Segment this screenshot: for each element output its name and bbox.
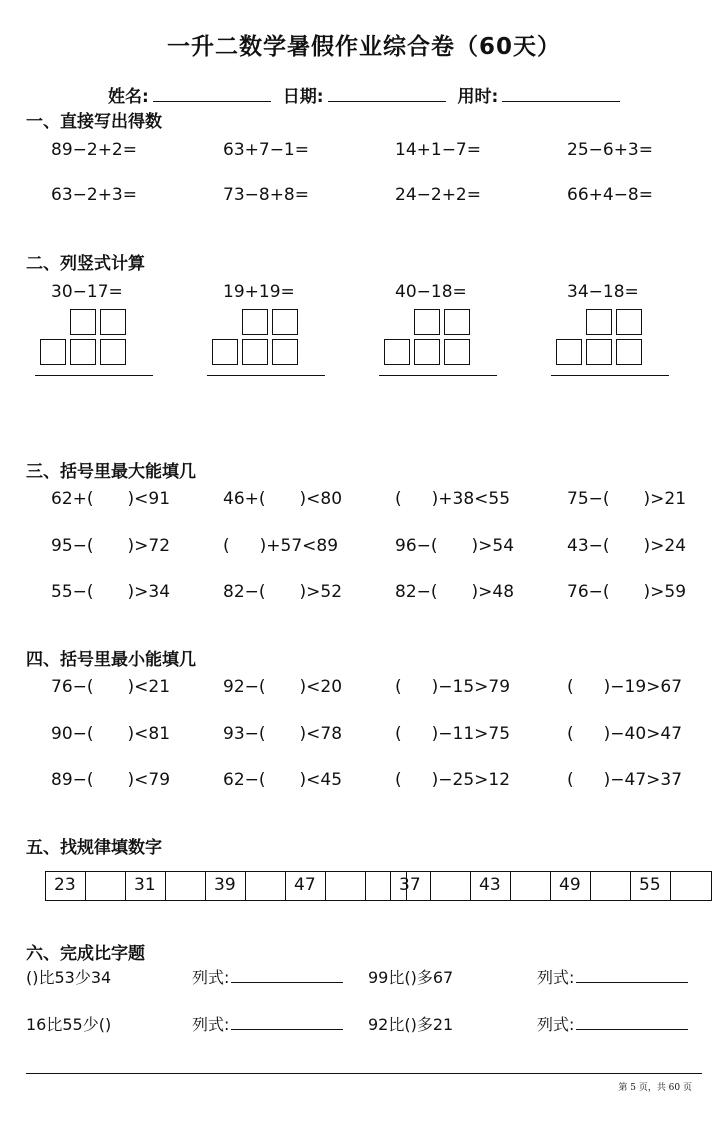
answer-box[interactable]	[40, 339, 66, 365]
sequence-2	[390, 871, 712, 901]
sequence-blank[interactable]	[591, 872, 631, 900]
problem-left: (	[567, 677, 574, 697]
problem-left: (	[395, 677, 402, 697]
fill-in-problem	[223, 724, 342, 744]
problem-left: (	[567, 770, 574, 790]
answer-box[interactable]	[242, 339, 268, 365]
arithmetic-problem: 24−2+2=	[395, 185, 481, 205]
answer-box[interactable]	[444, 339, 470, 365]
problem-left: 16比55少(	[26, 1015, 105, 1034]
problem-right: )>52	[299, 582, 343, 602]
problem-right: )<91	[127, 489, 171, 509]
sequence-1	[45, 871, 407, 901]
problem-left: 99比(	[368, 968, 411, 987]
problem-right: )<21	[127, 677, 171, 697]
problem-right: )>54	[471, 536, 515, 556]
problem-left: 76−(	[567, 582, 610, 602]
formula-blank[interactable]	[576, 968, 688, 983]
answer-box[interactable]	[586, 339, 612, 365]
time-label: 用时:	[457, 87, 499, 107]
problem-left: (	[395, 489, 402, 509]
problem-left: 89−(	[51, 770, 94, 790]
fill-in-problem	[395, 724, 510, 744]
formula-label: 列式:	[537, 1015, 575, 1034]
sequence-blank[interactable]	[431, 872, 471, 900]
problem-left: 43−(	[567, 536, 610, 556]
sequence-blank[interactable]	[511, 872, 551, 900]
fill-in-problem	[567, 536, 686, 556]
problem-right: )<81	[127, 724, 171, 744]
problem-right: )−40>47	[603, 724, 683, 744]
section-3-heading: 三、括号里最大能填几	[26, 462, 196, 482]
sequence-blank[interactable]	[86, 872, 126, 900]
answer-box[interactable]	[272, 309, 298, 335]
sequence-number: 31	[126, 872, 166, 900]
problem-left: (	[26, 968, 33, 987]
answer-box[interactable]	[444, 309, 470, 335]
formula-label: 列式:	[537, 968, 575, 987]
date-label: 日期:	[282, 87, 324, 107]
date-blank[interactable]	[328, 87, 446, 102]
comparison-problem	[26, 965, 111, 988]
problem-right: )−47>37	[603, 770, 683, 790]
fill-in-problem	[395, 536, 514, 556]
formula-label: 列式:	[192, 1015, 230, 1034]
comparison-problem	[192, 965, 343, 988]
fill-in-problem	[223, 489, 342, 509]
fill-in-problem	[223, 677, 342, 697]
arithmetic-problem: 89−2+2=	[51, 140, 137, 160]
name-blank[interactable]	[153, 87, 271, 102]
sequence-number: 37	[391, 872, 431, 900]
problem-right: )−25>12	[431, 770, 511, 790]
fill-in-problem	[567, 770, 682, 790]
problem-right: )多67	[410, 968, 454, 987]
arithmetic-problem: 63−2+3=	[51, 185, 137, 205]
answer-box[interactable]	[556, 339, 582, 365]
problem-right: )+57<89	[259, 536, 339, 556]
problem-left: 82−(	[395, 582, 438, 602]
arithmetic-problem: 63+7−1=	[223, 140, 309, 160]
arithmetic-problem: 66+4−8=	[567, 185, 653, 205]
problem-right: )−19>67	[603, 677, 683, 697]
comparison-problem	[537, 1012, 688, 1035]
sequence-blank[interactable]	[246, 872, 286, 900]
answer-box[interactable]	[616, 309, 642, 335]
vertical-calc-problem: 30−17=	[51, 282, 123, 302]
fill-in-problem	[395, 489, 510, 509]
formula-label: 列式:	[192, 968, 230, 987]
sequence-number: 23	[46, 872, 86, 900]
answer-box[interactable]	[70, 309, 96, 335]
work-line	[551, 375, 669, 376]
fill-in-problem	[395, 677, 510, 697]
work-line	[35, 375, 153, 376]
sequence-number: 43	[471, 872, 511, 900]
problem-right: )<80	[299, 489, 343, 509]
problem-right: )<78	[299, 724, 343, 744]
fill-in-problem	[567, 489, 686, 509]
section-1-heading: 一、直接写出得数	[26, 112, 162, 132]
problem-left: (	[223, 536, 230, 556]
problem-right: )多21	[410, 1015, 454, 1034]
problem-right: )>59	[643, 582, 687, 602]
problem-right: )比53少34	[32, 968, 112, 987]
comparison-problem	[192, 1012, 343, 1035]
answer-box[interactable]	[70, 339, 96, 365]
answer-box[interactable]	[384, 339, 410, 365]
fill-in-problem	[51, 770, 170, 790]
problem-right: )<20	[299, 677, 343, 697]
footer-divider	[26, 1073, 702, 1074]
problem-right: )>21	[643, 489, 687, 509]
problem-left: 62+(	[51, 489, 94, 509]
sequence-number: 39	[206, 872, 246, 900]
student-info-row	[108, 82, 626, 107]
problem-left: 62−(	[223, 770, 266, 790]
problem-left: 96−(	[395, 536, 438, 556]
problem-left: 93−(	[223, 724, 266, 744]
problem-right: )−15>79	[431, 677, 511, 697]
fill-in-problem	[567, 582, 686, 602]
problem-left: (	[395, 770, 402, 790]
problem-left: 92−(	[223, 677, 266, 697]
fill-in-problem	[51, 724, 170, 744]
answer-box[interactable]	[272, 339, 298, 365]
time-blank[interactable]	[502, 87, 620, 102]
problem-left: 55−(	[51, 582, 94, 602]
answer-box[interactable]	[414, 309, 440, 335]
problem-right: )>24	[643, 536, 687, 556]
answer-box[interactable]	[100, 339, 126, 365]
sequence-number: 55	[631, 872, 671, 900]
problem-right: )+38<55	[431, 489, 511, 509]
answer-box[interactable]	[586, 309, 612, 335]
problem-left: 76−(	[51, 677, 94, 697]
arithmetic-problem: 14+1−7=	[395, 140, 481, 160]
problem-right: )−11>75	[431, 724, 511, 744]
section-2-heading: 二、列竖式计算	[26, 254, 145, 274]
problem-left: 95−(	[51, 536, 94, 556]
fill-in-problem	[51, 489, 170, 509]
problem-right: )>34	[127, 582, 171, 602]
fill-in-problem	[395, 770, 510, 790]
section-6-heading: 六、完成比字题	[26, 944, 145, 964]
problem-left: 90−(	[51, 724, 94, 744]
sequence-number: 47	[286, 872, 326, 900]
work-line	[379, 375, 497, 376]
comparison-problem	[26, 1012, 111, 1035]
problem-left: 82−(	[223, 582, 266, 602]
sequence-number: 49	[551, 872, 591, 900]
comparison-problem	[368, 965, 453, 988]
problem-left: 46+(	[223, 489, 266, 509]
page-number: 第 5 页，共 60 页	[618, 1083, 692, 1093]
problem-left: 92比(	[368, 1015, 411, 1034]
vertical-calc-problem: 34−18=	[567, 282, 639, 302]
formula-blank[interactable]	[576, 1015, 688, 1030]
fill-in-problem	[567, 677, 682, 697]
name-label: 姓名:	[108, 87, 149, 107]
page-title: 一升二数学暑假作业综合卷（60天）	[166, 34, 561, 60]
work-line	[207, 375, 325, 376]
fill-in-problem	[223, 770, 342, 790]
problem-right: )>48	[471, 582, 515, 602]
fill-in-problem	[395, 582, 514, 602]
section-5-heading: 五、找规律填数字	[26, 838, 162, 858]
fill-in-problem	[223, 582, 342, 602]
problem-right: )>72	[127, 536, 171, 556]
problem-right: )<79	[127, 770, 171, 790]
formula-blank[interactable]	[231, 1015, 343, 1030]
arithmetic-problem: 73−8+8=	[223, 185, 309, 205]
answer-box[interactable]	[242, 309, 268, 335]
answer-box[interactable]	[616, 339, 642, 365]
fill-in-problem	[223, 536, 338, 556]
problem-right: )<45	[299, 770, 343, 790]
comparison-problem	[537, 965, 688, 988]
answer-box[interactable]	[414, 339, 440, 365]
sequence-blank[interactable]	[166, 872, 206, 900]
problem-left: 75−(	[567, 489, 610, 509]
sequence-blank[interactable]	[671, 872, 711, 900]
arithmetic-problem: 25−6+3=	[567, 140, 653, 160]
vertical-calc-problem: 19+19=	[223, 282, 295, 302]
fill-in-problem	[51, 582, 170, 602]
fill-in-problem	[51, 677, 170, 697]
problem-left: (	[567, 724, 574, 744]
comparison-problem	[368, 1012, 453, 1035]
fill-in-problem	[51, 536, 170, 556]
formula-blank[interactable]	[231, 968, 343, 983]
fill-in-problem	[567, 724, 682, 744]
problem-left: (	[395, 724, 402, 744]
section-4-heading: 四、括号里最小能填几	[26, 650, 196, 670]
answer-box[interactable]	[212, 339, 238, 365]
sequence-blank[interactable]	[326, 872, 366, 900]
problem-right: )	[104, 1015, 112, 1034]
answer-box[interactable]	[100, 309, 126, 335]
vertical-calc-problem: 40−18=	[395, 282, 467, 302]
